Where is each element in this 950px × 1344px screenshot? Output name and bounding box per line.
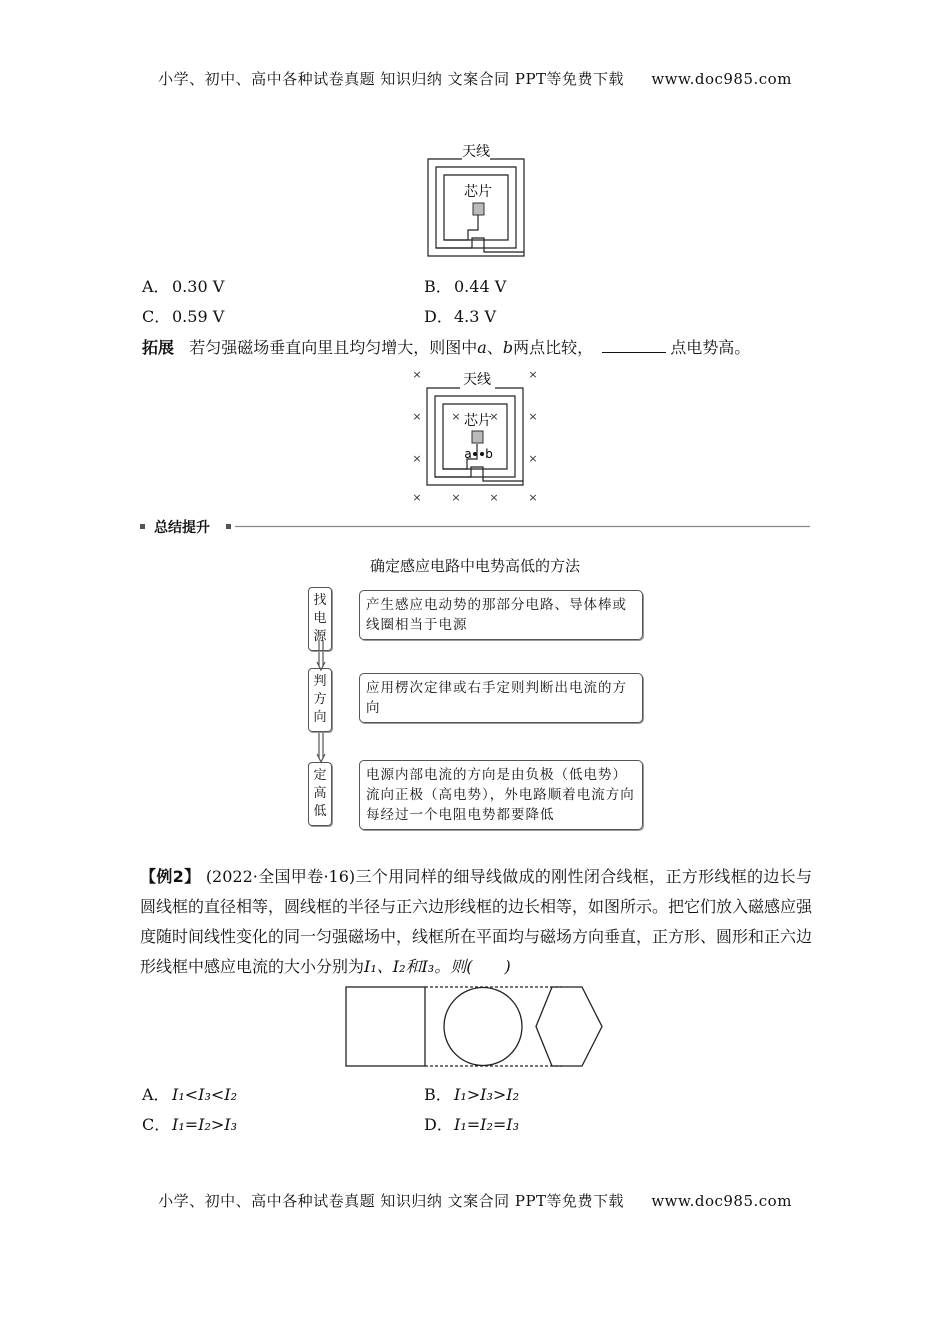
- example-2: [140, 862, 812, 982]
- chip-icon: [472, 431, 483, 443]
- step-find-source: 找电源: [308, 587, 332, 651]
- method-title: 确定感应电路中电势高低的方法: [369, 557, 580, 575]
- cross-mark: ×: [412, 491, 422, 504]
- point-b-dot: [480, 452, 484, 456]
- answer-blank[interactable]: [602, 338, 666, 353]
- option-c-2: C． I₁=I₂>I₃: [142, 1115, 238, 1134]
- option-b: B． 0.44 V: [424, 277, 507, 296]
- square-bullet-icon: [140, 524, 145, 529]
- cross-mark: ×: [412, 452, 422, 465]
- option-a: A． 0.30 V: [142, 277, 225, 296]
- cross-mark: ×: [489, 410, 499, 423]
- cross-mark: ×: [451, 410, 461, 423]
- step-find-source-desc: 产生感应电动势的那部分电路、导体棒或线圈相当于电源: [359, 590, 643, 640]
- page-header: [0, 68, 950, 89]
- summary-title: 总结提升: [154, 520, 210, 536]
- option-a-2: A． I₁<I₃<I₂: [142, 1085, 238, 1104]
- header-text: 小学、初中、高中各种试卷真题 知识归纳 文案合同 PPT等免费下载: [158, 70, 625, 88]
- square-bullet-icon: [226, 524, 231, 529]
- cross-mark: ×: [489, 491, 499, 504]
- fig2-chip-label: 芯片: [464, 413, 492, 429]
- example-source: (2022·全国甲卷·16): [205, 867, 356, 886]
- header-site: www.doc985.com: [651, 70, 792, 88]
- cross-mark: ×: [528, 452, 538, 465]
- option-c: C． 0.59 V: [142, 307, 225, 326]
- square-frame: [346, 987, 425, 1066]
- step-determine-level: 定高低: [308, 762, 332, 826]
- step-judge-direction-desc: 应用楞次定律或右手定则判断出电流的方向: [359, 673, 643, 723]
- option-d-2: D．I₁=I₂=I₃: [424, 1115, 520, 1134]
- shapes-figure: [345, 985, 607, 1069]
- extension-label: 拓展: [142, 338, 175, 357]
- antenna-figure-1: [420, 140, 530, 260]
- cross-mark: ×: [412, 410, 422, 423]
- cross-mark: ×: [528, 410, 538, 423]
- footer-site: www.doc985.com: [651, 1192, 792, 1210]
- extension-question: 拓展 若匀强磁场垂直向里且均匀增大，则图中a、b两点比较， 点电势高。: [142, 338, 751, 357]
- hexagon-frame: [536, 987, 602, 1066]
- option-b-2: B． I₁>I₃>I₂: [424, 1085, 520, 1104]
- step-determine-level-desc: 电源内部电流的方向是由负极（低电势）流向正极（高电势），外电路顺着电流方向每经过一个电阻电势都要降低: [359, 760, 643, 830]
- circle-frame: [444, 988, 522, 1066]
- chip-icon: [473, 203, 484, 215]
- example-vars: I₁、I₂和I₃。则( ): [364, 957, 511, 976]
- cross-mark: ×: [412, 368, 422, 381]
- summary-heading: [140, 515, 810, 539]
- option-d: D．4.3 V: [424, 307, 497, 326]
- cross-mark: ×: [528, 368, 538, 381]
- page-footer: [0, 1190, 950, 1211]
- point-a-dot: [473, 452, 477, 456]
- antenna-figure-2: [405, 364, 545, 504]
- fig1-chip-label: 芯片: [464, 184, 492, 200]
- step-judge-direction: 判方向: [308, 668, 332, 732]
- example-label: 【例2】: [140, 867, 201, 886]
- fig2-antenna-label: 天线: [463, 372, 491, 388]
- point-a-label: a: [464, 447, 472, 461]
- cross-mark: ×: [451, 491, 461, 504]
- cross-mark: ×: [528, 491, 538, 504]
- example-text: 三个用同样的细导线做成的刚性闭合线框，正方形线框的边长与圆线框的直径相等，圆线框的半径与正六边形线框的边长相等，如图所示。把它们放入磁感应强度随时间线性变化的同一匀强磁场中，线框所在平面均与磁场方向垂直，正方形、圆形和正六边形线框中感应电流的大小分别为: [140, 867, 813, 976]
- point-b-label: b: [485, 447, 493, 461]
- fig1-antenna-label: 天线: [462, 144, 490, 160]
- footer-text: 小学、初中、高中各种试卷真题 知识归纳 文案合同 PPT等免费下载: [158, 1192, 625, 1210]
